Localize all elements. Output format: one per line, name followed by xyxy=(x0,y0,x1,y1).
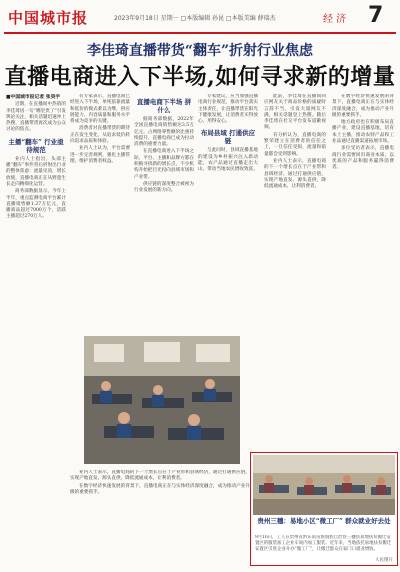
paragraph: 业内人士认为，平台需要进一步完善规则，强化主播管理，维护消费者权益。 xyxy=(70,146,130,164)
subheading: 直播电商下半场 拼什么 xyxy=(136,98,192,114)
byline: ■中国城市报记者 张昊宇 xyxy=(6,94,61,100)
photo-news-caption: 9月16日，工人在贵州省黔东南苗族侗族自治县三穗县易地扶贫搬迁安置区的服装加工企业车间内加工服装。近年来，当地依托易地扶贫搬迁安置区引进企业开办“微工厂”，让搬迁群众在家门口就业增收。 xyxy=(255,535,392,552)
paragraph: 在数字经济快速发展的背景下，直播电商正在与实体经济深度融合，成为推动产业升级的重要抓手。 xyxy=(332,94,394,118)
photo-news-box xyxy=(250,452,398,566)
masthead-rule xyxy=(4,32,396,34)
dateline: 2023年9月18日 星期一 □本版编辑 孙昆 □本版美编 薛瑞杰 xyxy=(114,15,276,22)
paragraph: 多位受访者表示，直播电商行业需要回归商业本质，以优质的产品和服务赢得消费者。 xyxy=(332,146,394,171)
subheading: 布局县域 打通供应链 xyxy=(200,129,256,146)
paragraph: 地方政府也在积极布局直播产业，建设直播基地，培育本土主播，推动农特产品和工业品通过直播渠道拓展市场。 xyxy=(332,120,394,145)
paragraph: 有分析认为，直播电商的繁荣建立在消费者的信任之上，一旦信任受损，流量和销量都会受到影响。 xyxy=(264,132,326,157)
kicker-headline: 李佳琦直播带货“翻车”折射行业焦虑 xyxy=(86,43,314,59)
photo-news-title: 贵州三穗：易地小区“微工厂” 群众就业好去处 xyxy=(257,517,391,525)
section-name: 经 济 xyxy=(323,14,347,25)
masthead xyxy=(0,0,400,34)
article-column-4 xyxy=(198,94,258,332)
paragraph: 业内人士表示，直播电商的下一个增长点在于产业带和县域经济，通过打通供应链，实现产地直发、源头直供，降低流通成本，让利消费者。 xyxy=(264,158,326,190)
page-number: 7 xyxy=(368,3,384,28)
main-headline: 直播电商进入下半场,如何寻求新的增量 xyxy=(4,64,396,90)
article-column-3 xyxy=(134,94,194,332)
paragraph: 供应链的深度整合被视为行业发展的新方向。 xyxy=(134,181,194,194)
subheading: 主播“翻车” 行业亟待规范 xyxy=(8,137,64,154)
paragraph: 业内人士指出，头部主播“翻车”事件背后折射出行业的整体焦虑：流量见顶，增长放缓，直播电商正在从野蛮生长走向精细化运营。 xyxy=(6,156,66,187)
paragraph: 业内人士表示，直播电商的下一个增长点在于产业带和县域经济，通过打通供应链，实现产地直发、源头直供，降低流通成本，让利消费者。 xyxy=(70,470,250,482)
article-column-1 xyxy=(6,94,66,564)
paragraph: 近期，在直播间中热销的李佳琦因一句“哪里贵了”引发舆论关注，相关话题迅速冲上热搜，直播带货再次成为公众讨论的焦点。 xyxy=(6,102,66,133)
article-column-2 xyxy=(70,94,130,332)
paragraph: 有专家表示，直播电商已经进入下半场，单纯依靠流量和低价的模式难以为继，供应链能力、内容质量和服务水平将成为竞争的关键。 xyxy=(70,94,130,125)
paragraph: 与此同时，县域直播基地的建设为乡村振兴注入新动能，农产品通过直播走出大山，带动当地农民增收致富。 xyxy=(198,148,258,173)
paragraph: 在直播电商进入下半场之际，平台、主播和品牌方都在积极寻找新的增长点，不少机构开始把目光投向县域市场和产业带。 xyxy=(134,149,194,180)
newspaper-logo: 中国城市报 xyxy=(8,9,89,27)
article-column-lower xyxy=(70,470,250,566)
paragraph: 此前，李佳琦在直播间回应网友关于商品价格的质疑时言辞不当，引发大量网友不满，相关话题登上热搜。随后李佳琦在社交平台发布道歉视频。 xyxy=(264,94,326,131)
article-column-6 xyxy=(332,94,394,446)
paragraph: 在数字经济快速发展的背景下，直播电商正在与实体经济深度融合，成为推动产业升级的重要抓手。 xyxy=(70,483,250,495)
paragraph: 据商务部数据，2022年全国直播电商销售额达3.5万亿元，占网络零售额的比重持续提升，直播电商已成为拉动消费的重要力量。 xyxy=(134,117,194,148)
paragraph: 专家建议，应当加强直播电商行业规范，推动平台落实主体责任，让直播带货在阳光下健康发展，让消费者买得放心、用得安心。 xyxy=(198,94,258,125)
photo-credit: 人民图片 xyxy=(375,558,393,563)
article-column-5 xyxy=(264,94,326,446)
paragraph: 商务部数据显示，今年上半年，重点监测电商平台累计直播销售额1.27万亿元，直播商品超过7000万个，活跃主播超过270万人。 xyxy=(6,189,66,220)
sewing-workshop-photo xyxy=(253,455,395,515)
paragraph: 消费者对直播带货的期待正在发生变化，从追求低价转向追求品质和体验。 xyxy=(70,126,130,145)
factory-workshop-photo xyxy=(84,336,240,464)
